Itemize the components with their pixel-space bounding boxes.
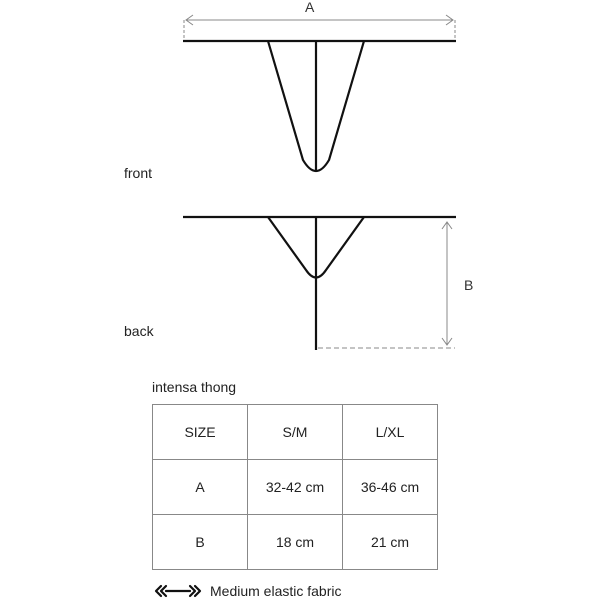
table-row (153, 515, 438, 570)
front-view (183, 41, 456, 172)
dimension-a (184, 15, 455, 42)
table-cell: 21 cm (343, 515, 438, 570)
table-header-row (153, 405, 438, 460)
elastic-arrows-icon (152, 584, 204, 598)
size-table (152, 404, 438, 570)
dimension-b (318, 222, 455, 348)
fabric-legend (152, 582, 342, 600)
table-row (153, 460, 438, 515)
header-cell-size: SIZE (153, 405, 248, 460)
table-cell: 36-46 cm (343, 460, 438, 515)
table-cell: B (153, 515, 248, 570)
product-title: intensa thong (152, 379, 237, 395)
table-cell: A (153, 460, 248, 515)
front-label: front (124, 165, 153, 181)
legend-text: Medium elastic fabric (210, 583, 342, 599)
table-cell: 18 cm (248, 515, 343, 570)
back-view (183, 217, 456, 350)
dimension-a-label: A (305, 0, 315, 15)
header-cell-lxl: L/XL (343, 405, 438, 460)
header-cell-sm: S/M (248, 405, 343, 460)
dimension-b-label: B (464, 277, 474, 293)
back-label: back (124, 323, 154, 339)
table-cell: 32-42 cm (248, 460, 343, 515)
